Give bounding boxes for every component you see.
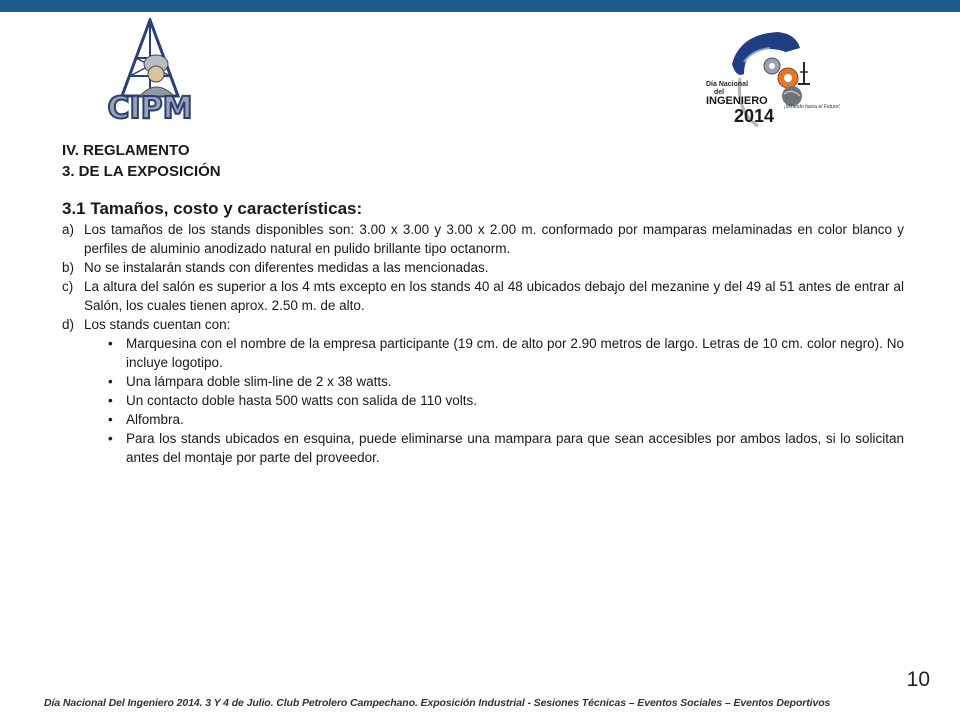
- bullet-item: [108, 410, 904, 429]
- list-item-text: La altura del salón es superior a los 4 mts excepto en los stands 40 al 48 ubicados debajo del mezanine y del 49 al 51 antes de entrar al Salón, los cuales tienen aprox. 2.50 m. de alto.: [84, 279, 904, 313]
- bullet-dot-icon: •: [108, 336, 113, 351]
- bullet-item: [108, 391, 904, 410]
- list-item-text: Los tamaños de los stands disponibles son: 3.00 x 3.00 y 3.00 x 2.00 m. conformado por mamparas melaminadas en color blanco y perfiles de aluminio anodizado natural en pulido brillante tipo octanorm.: [84, 222, 904, 256]
- bullet-item: [108, 372, 904, 391]
- list-item: [62, 315, 904, 334]
- list-item: [62, 277, 904, 315]
- footer-text: Día Nacional Del Ingeniero 2014. 3 Y 4 de Julio. Club Petrolero Campechano. Exposición Industrial - Sesiones Técnicas – Eventos Sociales – Eventos Deportivos: [44, 697, 831, 709]
- logo-text-year: 2014: [734, 106, 775, 126]
- list-marker: a): [62, 222, 75, 237]
- document-body: [62, 140, 904, 467]
- logo-text-ingeniero: INGENIERO: [706, 95, 768, 107]
- bullet-text: Para los stands ubicados en esquina, puede eliminarse una mampara para que sean accesibles por ambos lados, si lo solicitan antes del montaje por parte del proveedor.: [126, 431, 904, 465]
- bullet-text: Un contacto doble hasta 500 watts con salida de 110 volts.: [126, 393, 477, 408]
- bullet-dot-icon: •: [108, 374, 113, 389]
- subsection-title: 3. DE LA EXPOSICIÓN: [62, 163, 221, 180]
- bullet-list: [62, 334, 904, 467]
- list-marker: c): [62, 279, 74, 294]
- bullet-item: [108, 334, 904, 372]
- page-number: 10: [906, 668, 930, 691]
- list-marker: d): [62, 317, 75, 332]
- list-item: [62, 220, 904, 258]
- list-marker: b): [62, 260, 75, 275]
- bullet-dot-icon: •: [108, 393, 113, 408]
- section-title: IV. REGLAMENTO: [62, 142, 190, 159]
- bullet-text: Una lámpara doble slim-line de 2 x 38 watts.: [126, 374, 392, 389]
- logo-tagline: ¡Mirando hacia el Futuro!: [784, 104, 840, 110]
- bullet-dot-icon: •: [108, 412, 113, 427]
- list-item-text: No se instalarán stands con diferentes medidas a las mencionadas.: [84, 260, 489, 275]
- dia-ingeniero-logo: [700, 22, 840, 130]
- bullet-text: Marquesina con el nombre de la empresa participante (19 cm. de alto por 2.90 metros de largo. Letras de 10 cm. color negro). No incluye logotipo.: [126, 336, 904, 370]
- logo-text-dia-nacional: Día Nacional: [706, 81, 749, 88]
- top-accent-bar: [0, 0, 960, 12]
- bullet-text: Alfombra.: [126, 412, 184, 427]
- list-item: [62, 258, 904, 277]
- logo-text-del: del: [714, 89, 725, 96]
- bullet-item: [108, 429, 904, 467]
- cipm-logo-text: CIPM: [107, 91, 193, 124]
- bullet-dot-icon: •: [108, 431, 113, 446]
- sub-heading: 3.1 Tamaños, costo y características:: [62, 199, 363, 218]
- list-item-text: Los stands cuentan con:: [84, 317, 231, 332]
- cipm-logo: [100, 18, 200, 124]
